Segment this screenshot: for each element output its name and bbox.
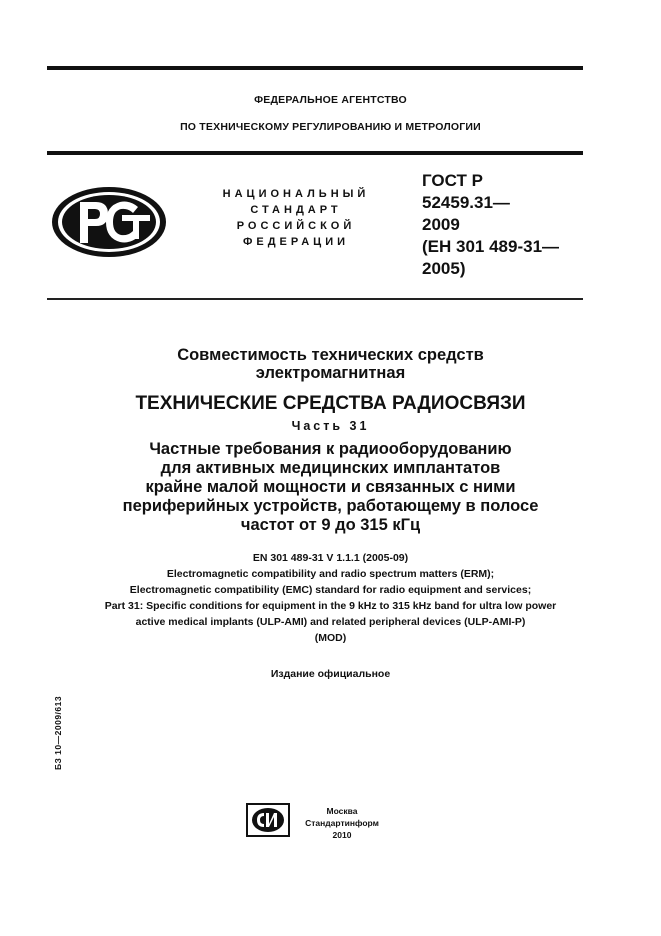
publisher-city: Москва — [326, 806, 358, 816]
english-line: Part 31: Specific conditions for equipment in the 9 kHz to 315 kHz band for ultra low power — [104, 600, 557, 612]
national-standard-line: НАЦИОНАЛЬНЫЙ — [222, 188, 370, 200]
english-line: Electromagnetic compatibility and radio spectrum matters (ERM); — [166, 568, 495, 580]
publisher-year: 2010 — [332, 830, 352, 840]
title-subtitle — [20, 440, 641, 535]
english-reference — [20, 550, 641, 646]
agency-line-2: ПО ТЕХНИЧЕСКОМУ РЕГУЛИРОВАНИЮ И МЕТРОЛОГИИ — [180, 121, 481, 133]
subtitle-line: крайне малой мощности и связанных с ними — [145, 478, 516, 496]
title-line: электромагнитная — [255, 364, 406, 382]
side-code: БЗ 10—2009/613 — [53, 695, 63, 770]
english-line: Electromagnetic compatibility (EMC) standard for radio equipment and services; — [129, 584, 532, 596]
agency-line-1: ФЕДЕРАЛЬНОЕ АГЕНТСТВО — [254, 94, 407, 106]
subtitle-line: периферийных устройств, работающему в полосе — [122, 497, 539, 515]
gost-line: 2005) — [422, 259, 466, 278]
gost-r-emblem-icon — [50, 185, 168, 259]
english-line: EN 301 489-31 V 1.1.1 (2005-09) — [252, 552, 409, 564]
title-general — [20, 346, 641, 382]
gost-line: (ЕН 301 489-31— — [422, 237, 560, 256]
title-line: Совместимость технических средств — [177, 346, 484, 364]
edition-label: Издание официальное — [270, 668, 391, 680]
national-standard-line: РОССИЙСКОЙ — [236, 220, 356, 232]
gost-line: ГОСТ Р — [422, 171, 483, 190]
subtitle-line: частот от 9 до 315 кГц — [240, 516, 421, 534]
publisher-name: Стандартинформ — [305, 818, 379, 828]
gost-line: 52459.31— — [422, 193, 510, 212]
designation-rule — [47, 298, 583, 300]
national-standard-line: СТАНДАРТ — [250, 204, 342, 216]
national-standard-label — [196, 186, 396, 250]
title-main: ТЕХНИЧЕСКИЕ СРЕДСТВА РАДИОСВЯЗИ — [135, 393, 526, 414]
gost-line: 2009 — [422, 215, 460, 234]
publisher-info — [292, 805, 392, 841]
national-standard-line: ФЕДЕРАЦИИ — [242, 236, 350, 248]
subtitle-line: для активных медицинских имплантатов — [160, 459, 501, 477]
english-line: (MOD) — [314, 632, 347, 644]
english-line: active medical implants (ULP-AMI) and related peripheral devices (ULP-AMI-P) — [135, 616, 526, 628]
header-rule — [47, 151, 583, 155]
top-rule — [47, 66, 583, 70]
title-part: Часть 31 — [291, 419, 370, 433]
standartinform-logo-icon — [246, 803, 290, 837]
gost-designation — [422, 170, 592, 280]
subtitle-line: Частные требования к радиооборудованию — [149, 440, 512, 458]
